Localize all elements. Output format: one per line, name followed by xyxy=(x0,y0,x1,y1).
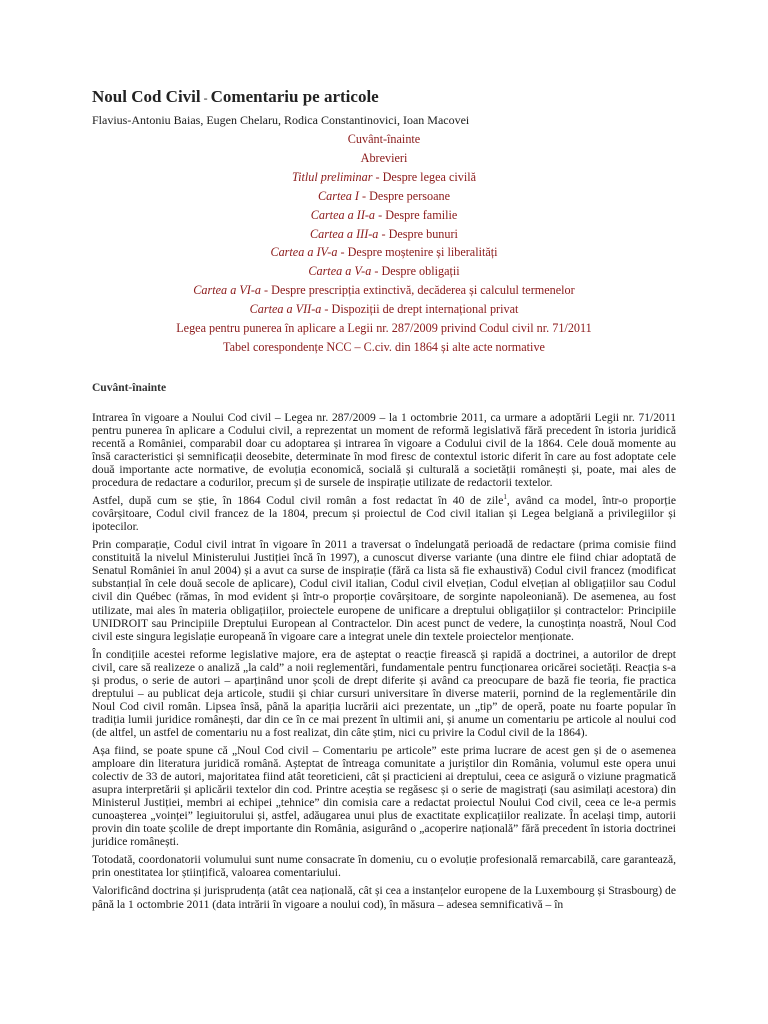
document-page xyxy=(92,86,676,916)
toc-label: Despre prescripția extinctivă, decăderea și calculul termenelor xyxy=(271,283,575,298)
title-separator: - xyxy=(200,91,211,105)
paragraph: Intrarea în vigoare a Noului Cod civil – Legea nr. 287/2009 – la 1 octombrie 2011, ca urmare a adoptării Legii nr. 71/2011 pentru punerea în aplicare a Codului civil, a reprezentat un moment de reformă legislativă fără precedent în istoria juridică recentă a României, comparabil doar cu adoptarea și intrarea în vigoare a Codului civil de la 1864. Cele două momente au însă caracteristici și semnificații deosebite, determinate în mod firesc de contextul istoric diferit în care au fost adoptate cele două importante acte normative, de evoluția economică, socială și culturală a societății românești și, poate, mai ales de procedura de redactare a codurilor, precum și de sursele de inspirație utilizate de redactorii textelor. xyxy=(92,410,676,490)
toc-link-cuvant-inainte[interactable] xyxy=(348,132,420,146)
paragraph xyxy=(92,494,676,533)
toc-prefix: Cartea a VI-a - xyxy=(193,283,272,298)
authors-line: Flavius-Antoniu Baias, Eugen Chelaru, Rodica Constantinovici, Ioan Macovei xyxy=(92,113,470,127)
toc-item xyxy=(92,187,676,206)
toc-prefix: Cartea I - xyxy=(318,188,370,203)
toc-link-tabel-corespondente[interactable] xyxy=(223,340,545,354)
toc-prefix: Cartea a V-a - xyxy=(308,264,382,279)
toc-item xyxy=(92,300,676,319)
toc-link-titlul-preliminar[interactable] xyxy=(292,170,476,184)
toc-link-cartea-3[interactable] xyxy=(310,227,458,241)
paragraph: Valorificând doctrina și jurisprudența (atât cea națională, cât și cea a instanțelor europene de la Luxembourg și Strasbourg) de până la 1 octombrie 2011 (data intrării în vigoare a noului cod), în măsura – adesea semnificativă – în xyxy=(92,884,676,911)
paragraph: Așa fiind, se poate spune că „Noul Cod civil – Comentariu pe articole” este prima lucrare de acest gen și de o asemenea amploare din literatura juridică română. Așteptat de întreaga comunitate a juriștilor din România, volumul este opera unui colectiv de 33 de autori, majoritatea fiind atât teoreticieni, cât și practicieni ai dreptului, ceea ce asigură o viziune pragmatică asupra interpretării și aplicării textelor din cod. Printre aceștia se regăsesc și o serie de magistrați (sau asimilați acestora) din Ministerul Justiției, membri ai echipei „tehnice” din comisia care a redactat proiectul Noului Cod civil, ceea ce le-a permis cunoașterea „voinței” legiuitorului și, astfel, adăugarea unui plus de exactitate explicațiilor realizate. În același timp, autorii provin din toate școlile de drept importante din România, asigurând o „acoperire națională” fără precedent în istoria doctrinei juridice românești. xyxy=(92,744,676,849)
toc-item xyxy=(92,130,676,149)
toc-prefix: Cartea a VII-a - xyxy=(249,302,332,317)
toc-link-cartea-7[interactable] xyxy=(250,302,519,316)
toc-label: Despre moștenire și liberalități xyxy=(347,245,498,260)
title-main: Noul Cod Civil xyxy=(92,87,201,106)
toc-item xyxy=(92,206,676,225)
toc-link-cartea-2[interactable] xyxy=(311,208,458,222)
toc-link-cartea-6[interactable] xyxy=(193,283,574,297)
toc-link-cartea-5[interactable] xyxy=(308,264,459,278)
table-of-contents xyxy=(92,130,676,357)
toc-prefix: Cartea a IV-a - xyxy=(270,245,348,260)
toc-label: Dispoziții de drept internațional privat xyxy=(331,302,519,317)
toc-prefix: Cartea a III-a - xyxy=(310,226,389,241)
toc-item xyxy=(92,168,676,187)
toc-label: Tabel corespondențe NCC – C.civ. din 1864 și alte acte normative xyxy=(223,339,545,354)
paragraph: Prin comparație, Codul civil intrat în vigoare în 2011 a traversat o îndelungată perioadă de redactare (prima comisie fiind constituită la nivelul Ministerului Justiției încă în 1997), a cunoscut diverse variante (una dintre ele fiind chiar adoptată de Senatul României în anul 2004) și a avut ca surse de inspirație (fără ca lista să fie exhaustivă) Codul civil francez (modificat substanțial în cele două secole de aplicare), Codul civil italian, Codul civil elvețian, Codul elvețian al obligațiilor sau Codul civil din Québec (rămas, în mod evident și într-o proporție covârșitoare, de sorginte napoleoniană). De asemenea, au fost utilizate, mai ales în materia obligațiilor, proiectele europene de unificare a dreptului obligațiilor și contractelor: Principiile UNIDROIT sau Principiile Dreptului European al Contractelor. Din acest punct de vedere, la cunoștința noastră, Noul Cod civil este singura legislație europeană în vigoare care a integrat unele din textele proiectelor menționate. xyxy=(92,538,676,643)
section-body xyxy=(92,411,676,911)
toc-item xyxy=(92,149,676,168)
toc-label: Despre familie xyxy=(385,207,458,222)
toc-label: Despre persoane xyxy=(369,188,450,203)
toc-label: Despre legea civilă xyxy=(382,169,477,184)
title-subtitle: Comentariu pe articole xyxy=(210,87,379,106)
toc-label: Abrevieri xyxy=(360,150,408,165)
toc-prefix: Titlul preliminar - xyxy=(291,169,383,184)
paragraph-text: Astfel, după cum se știe, în 1864 Codul civil român a fost redactat în 40 de zile xyxy=(92,494,504,508)
document-title xyxy=(92,86,676,109)
footnote-reference[interactable]: 1 xyxy=(503,493,507,502)
toc-label: Cuvânt-înainte xyxy=(347,132,421,146)
paragraph-text: , având ca model, într-o proporție covârșitoare, Codul civil francez de la 1804, precum și proiectul de Cod civil italian și Legea belgiană a privilegiilor și ipotecilor. xyxy=(92,494,677,534)
toc-item xyxy=(92,281,676,300)
paragraph: Totodată, coordonatorii volumului sunt nume consacrate în domeniu, cu o evoluție profesională remarcabilă, care garantează, prin onestitatea lor științifică, valoarea comentariului. xyxy=(92,853,676,880)
paragraph: În condițiile acestei reforme legislative majore, era de așteptat o reacție firească și rapidă a doctrinei, a autorilor de drept civil, care să realizeze o analiză „la cald” a noii reglementări, fundamentale pentru funcționarea oricărei societăți. Reacția s-a și produs, o serie de autori – aparținând unor școli de drept diferite și având ca preocupare de bază fie teoria, fie practica dreptului – au publicat deja articole, studii și chiar cursuri universitare în diverse materii, pornind de la reglementările din Noul Cod civil român. Lipsea însă, până la apariția lucrării aici prezentate, un „tip” de operă, poate nu foarte popular în tradiția lumii juridice românești, dar din ce în ce mai prezent în ultimii ani, și anume un comentariu pe articole al noului cod (de altfel, un astfel de comentariu nu a fost realizat, din câte știm, nici cu privire la Codul civil de la 1864). xyxy=(92,647,676,739)
toc-link-abrevieri[interactable] xyxy=(361,151,408,165)
toc-item xyxy=(92,262,676,281)
toc-link-cartea-4[interactable] xyxy=(270,245,497,259)
toc-item xyxy=(92,243,676,262)
toc-label: Legea pentru punerea în aplicare a Legii nr. 287/2009 privind Codul civil nr. 71/2011 xyxy=(176,321,592,336)
toc-link-cartea-1[interactable] xyxy=(318,189,450,203)
toc-item xyxy=(92,225,676,244)
section-heading: Cuvânt-înainte xyxy=(92,381,167,394)
toc-label: Despre bunuri xyxy=(388,226,458,241)
toc-item xyxy=(92,338,676,357)
toc-item xyxy=(92,319,676,338)
toc-link-legea-punerii-in-aplicare[interactable] xyxy=(176,321,592,335)
toc-prefix: Cartea a II-a - xyxy=(310,207,386,222)
toc-label: Despre obligații xyxy=(381,264,460,279)
